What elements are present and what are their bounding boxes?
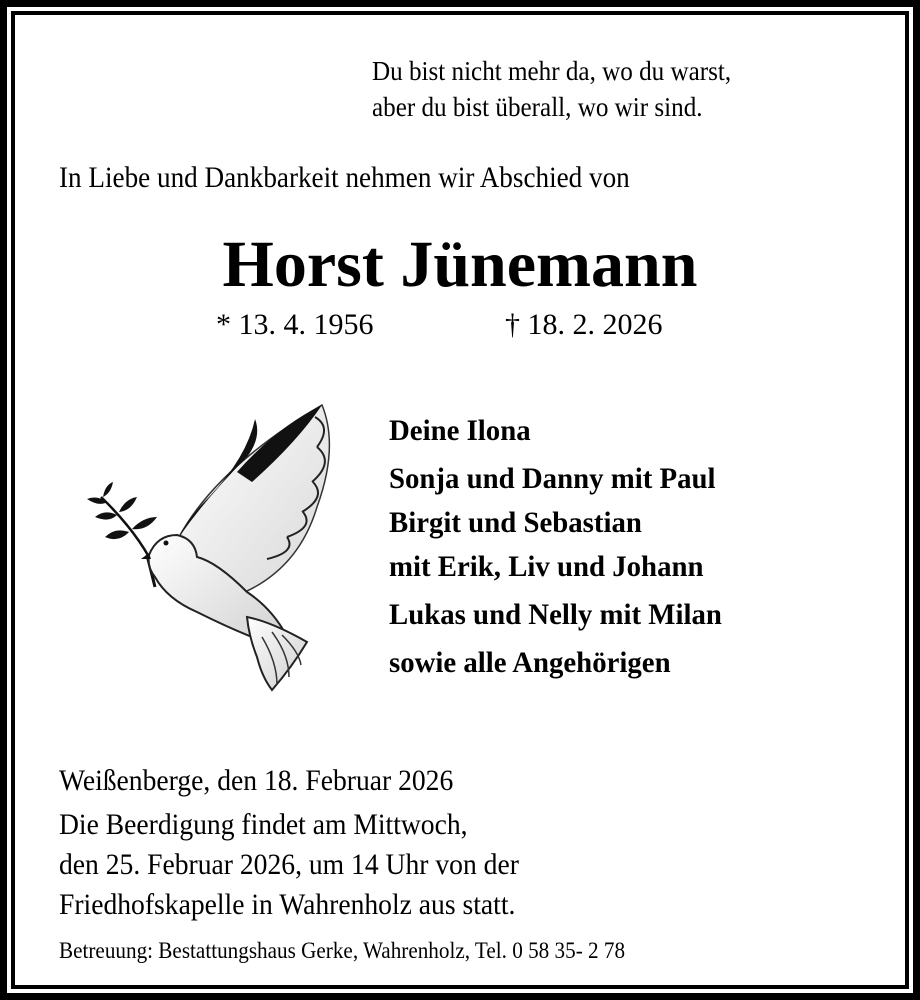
deceased-name: Horst Jünemann	[222, 228, 698, 301]
outer-border-frame	[7, 7, 913, 993]
place-date: Weißenberge, den 18. Februar 2026	[59, 764, 454, 797]
funeral-line: Die Beerdigung findet am Mittwoch,	[59, 808, 468, 841]
quote-line: aber du bist überall, wo wir sind.	[372, 92, 703, 122]
mourner-line: Birgit und Sebastian	[389, 506, 642, 539]
mourner-line: Sonja und Danny mit Paul	[389, 462, 716, 495]
mourner-line: mit Erik, Liv und Johann	[389, 550, 704, 583]
intro-text: In Liebe und Dankbarkeit nehmen wir Abschied von	[59, 161, 630, 194]
funeral-line: Friedhofskapelle in Wahrenholz aus statt.	[59, 888, 516, 921]
mourner-line: sowie alle Angehörigen	[389, 646, 671, 679]
mourner-line: Deine Ilona	[389, 414, 531, 447]
birth-date: * 13. 4. 1956	[216, 308, 374, 341]
memorial-quote	[372, 53, 731, 125]
death-date: † 18. 2. 2026	[505, 308, 663, 341]
quote-line: Du bist nicht mehr da, wo du warst,	[372, 56, 732, 86]
funeral-line: den 25. Februar 2026, um 14 Uhr von der	[59, 848, 519, 881]
mourner-line: Lukas und Nelly mit Milan	[389, 598, 722, 631]
funeral-details	[59, 761, 519, 925]
dove-with-olive-branch-icon	[77, 387, 337, 697]
funeral-home-credit: Betreuung: Bestattungshaus Gerke, Wahrenholz, Tel. 0 58 35- 2 78	[59, 938, 626, 963]
mourners-list	[389, 407, 722, 687]
obituary-notice	[11, 11, 909, 989]
